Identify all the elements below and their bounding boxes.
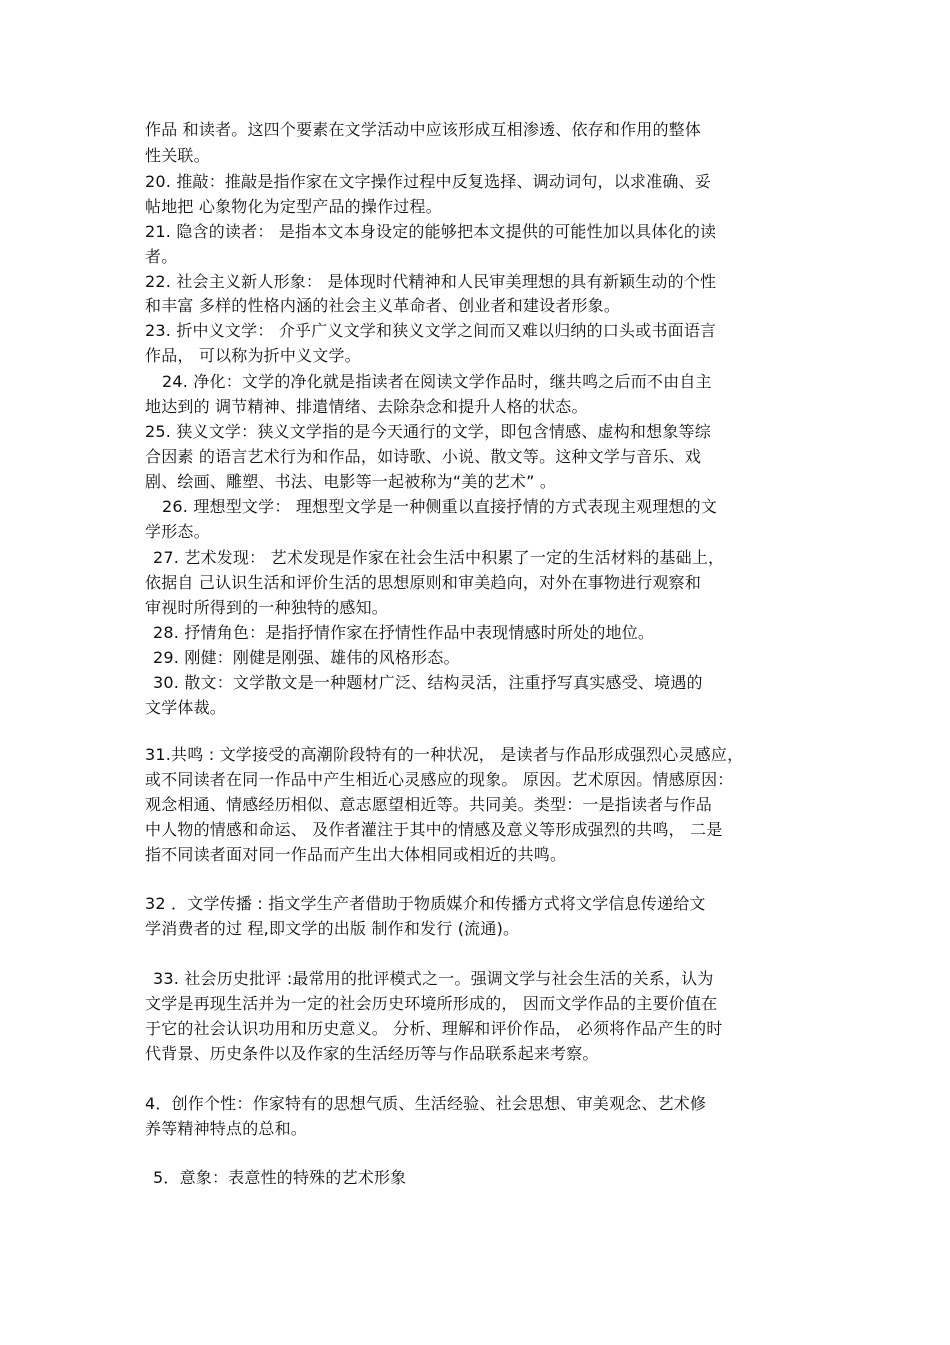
text-line: 32 ．文学传播 : 指文学生产者借助于物质媒介和传播方式将文学信息传递给文: [145, 894, 706, 913]
text-line: 指不同读者面对同一作品而产生出大体相同或相近的共鸣。: [145, 845, 567, 864]
text-line: 中人物的情感和命运、 及作者灌注于其中的情感及意义等形成强烈的共鸣， 二是: [145, 820, 723, 839]
text-line: 剧、绘画、雕塑、书法、电影等一起被称为“美的艺术” 。: [145, 472, 557, 491]
text-line: 4．创作个性：作家特有的思想气质、生活经验、社会思想、审美观念、艺术修: [145, 1094, 707, 1113]
text-line: 30. 散文：文学散文是一种题材广泛、结构灵活，注重抒写真实感受、境遇的: [153, 673, 703, 692]
text-line: 作品， 可以称为折中义文学。: [145, 346, 361, 365]
text-line: 28. 抒情角色：是指抒情作家在抒情性作品中表现情感时所处的地位。: [153, 623, 655, 642]
text-line: 审视时所得到的一种独特的感知。: [145, 598, 389, 617]
text-line: 21. 隐含的读者： 是指本文本身设定的能够把本文提供的可能性加以具体化的读: [145, 222, 717, 241]
text-line: 养等精神特点的总和。: [145, 1119, 308, 1138]
text-line: 者。: [145, 247, 178, 266]
text-line: 合因素 的语言艺术行为和作品，如诗歌、小说、散文等。这种文学与音乐、戏: [145, 447, 702, 466]
text-line: 代背景、历史条件以及作家的生活经历等与作品联系起来考察。: [145, 1044, 599, 1063]
text-line: 24. 净化：文学的净化就是指读者在阅读文学作品时，继共鸣之后而不由自主: [162, 372, 712, 391]
text-line: 22. 社会主义新人形象： 是体现时代精神和人民审美理想的具有新颖生动的个性: [145, 272, 717, 291]
text-line: 33. 社会历史批评 :最常用的批评模式之一。强调文学与社会生活的关系，认为: [153, 969, 714, 988]
text-line: 5．意象：表意性的特殊的艺术形象: [153, 1168, 407, 1187]
text-line: 20. 推敲：推敲是指作家在文字操作过程中反复选择、调动词句，以求准确、妥: [145, 172, 711, 191]
text-line: 文学体裁。: [145, 698, 227, 717]
text-line: 帖地把 心象物化为定型产品的操作过程。: [145, 197, 442, 216]
text-line: 25. 狭义文学：狭义文学指的是今天通行的文学，即包含情感、虚构和想象等综: [145, 422, 711, 441]
text-line: 依据自 己认识生活和评价生活的思想原则和审美趋向，对外在事物进行观察和: [145, 573, 702, 592]
text-line: 观念相通、情感经历相似、意志愿望相近等。共同美。类型：一是指读者与作品: [145, 795, 713, 814]
text-line: 学消费者的过 程,即文学的出版 制作和发行 (流通)。: [145, 919, 520, 938]
text-line: 于它的社会认识功用和历史意义。 分析、理解和评价作品， 必须将作品产生的时: [145, 1019, 723, 1038]
text-line: 作品 和读者。这四个要素在文学活动中应该形成互相渗透、依存和作用的整体: [145, 120, 702, 139]
text-line: 和丰富 多样的性格内涵的社会主义革命者、创业者和建设者形象。: [145, 296, 621, 315]
text-line: 27. 艺术发现： 艺术发现是作家在社会生活中积累了一定的生活材料的基础上，: [153, 548, 725, 567]
text-line: 或不同读者在同一作品中产生相近心灵感应的现象。 原因。艺术原因。情感原因：: [145, 770, 734, 789]
text-line: 23. 折中义文学： 介乎广义文学和狭义文学之间而又难以归纳的口头或书面语言: [145, 321, 717, 340]
text-line: 文学是再现生活并为一定的社会历史环境所形成的， 因而文学作品的主要价值在: [145, 994, 718, 1013]
text-line: 性关联。: [145, 146, 210, 165]
text-line: 26. 理想型文学： 理想型文学是一种侧重以直接抒情的方式表现主观理想的文: [162, 497, 718, 516]
text-line: 31.共鸣 : 文学接受的高潮阶段特有的一种状况， 是读者与作品形成强烈心灵感应，: [145, 745, 744, 764]
text-line: 学形态。: [145, 522, 210, 541]
text-line: 29. 刚健：刚健是刚强、雄伟的风格形态。: [153, 648, 460, 667]
text-line: 地达到的 调节精神、排遣情绪、去除杂念和提升人格的状态。: [145, 397, 588, 416]
